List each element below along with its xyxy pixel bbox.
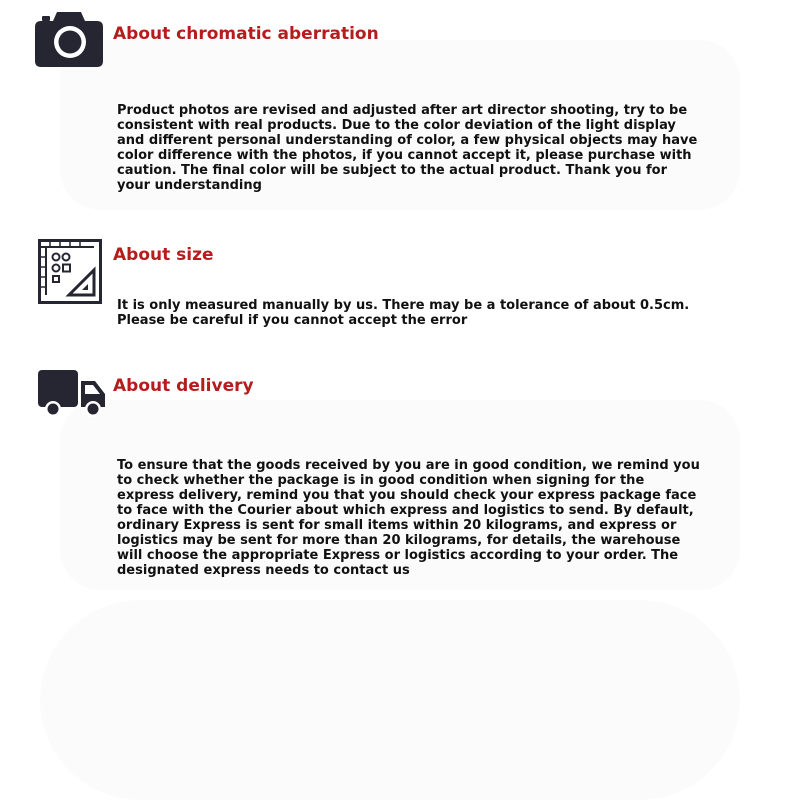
camera-icon xyxy=(35,12,103,67)
section-title: About chromatic aberration xyxy=(113,24,379,44)
background-shade xyxy=(40,600,740,800)
section-body: It is only measured manually by us. There may be a tolerance of about 0.5cm. Please be careful if you cannot accept the error xyxy=(117,298,690,328)
section-body: To ensure that the goods received by you are in good condition, we remind you to check whether the package is in good condition when signing for the express delivery, remind you that you should check your express package face to face with the Courier about which express and logistics to send. By default, ordinary Express is sent for small items within 20 kilograms, and express or logistics may be sent for more than 20 kilograms, for details, the warehouse will choose the appropriate Express or logistics according to your order. The designated express needs to contact us xyxy=(117,458,700,578)
delivery-truck-icon xyxy=(37,368,107,418)
section-body: Product photos are revised and adjusted after art director shooting, try to be consistent with real products. Due to the color deviation of the light display and different personal understanding of color, a few physical objects may have color difference with the photos, if you cannot accept it, please purchase with caution. The final color will be subject to the actual product. Thank you for your understanding xyxy=(117,103,698,193)
section-title: About delivery xyxy=(113,376,254,396)
measurement-tools-icon xyxy=(38,239,102,304)
section-title: About size xyxy=(113,245,214,265)
